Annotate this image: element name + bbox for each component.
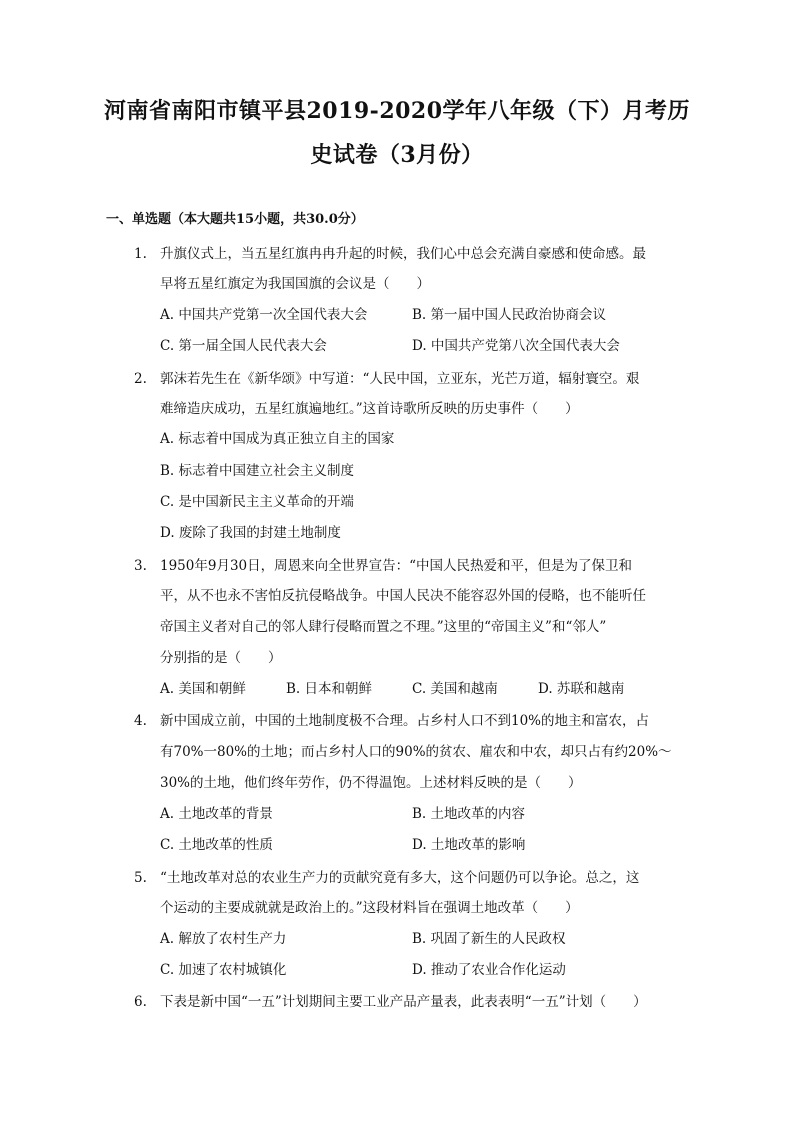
question-3-option-c: C. 美国和越南 (412, 681, 498, 697)
question-2-option-b: B. 标志着中国建立社会主义制度 (160, 463, 355, 479)
question-2-option-d: D. 废除了我国的封建土地制度 (160, 525, 341, 541)
question-5-option-d: D. 推动了农业合作化运动 (412, 962, 566, 978)
question-5-text-line: “土地改革对总的农业生产力的贡献究竟有多大，这个问题仍可以争论。总之，这 (160, 870, 640, 886)
question-6-number: 6. (134, 994, 147, 1010)
question-3-text-line: 平，从不也永不害怕反抗侵略战争。中国人民决不能容忍外国的侵略，也不能听任 (160, 588, 646, 604)
question-1-option-a: A. 中国共产党第一次全国代表大会 (160, 307, 368, 323)
question-1-option-c: C. 第一届全国人民代表大会 (160, 338, 327, 354)
question-1-option-d: D. 中国共产党第八次全国代表大会 (412, 338, 620, 354)
document-title-line-2: 史试卷（3月份） (310, 142, 484, 168)
question-4-text-line: 有70%一80%的土地；而占乡村人口的90%的贫农、雇农和中农，却只占有约20%～ (160, 744, 672, 760)
question-3-option-a: A. 美国和朝鲜 (160, 681, 246, 697)
question-2-text-line: 难缔造庆成功，五星红旗遍地红。”这首诗歌所反映的历史事件（ ） (160, 401, 579, 417)
question-3-text-line: 帝国主义者对自己的邻人肆行侵略而置之不理。”这里的“帝国主义”和“邻人” (160, 619, 607, 635)
question-4-option-d: D. 土地改革的影响 (412, 837, 526, 853)
question-5-option-a: A. 解放了农村生产力 (160, 931, 287, 947)
question-5-option-b: B. 巩固了新生的人民政权 (412, 931, 566, 947)
question-2-option-c: C. 是中国新民主主义革命的开端 (160, 494, 354, 510)
question-3-text-line: 分别指的是（ ） (160, 650, 282, 666)
question-5-option-c: C. 加速了农村城镇化 (160, 962, 287, 978)
question-4-number: 4. (134, 713, 147, 729)
section-heading: 一、单选题（本大题共15小题，共30.0分） (106, 212, 364, 227)
question-1-option-b: B. 第一届中国人民政治协商会议 (412, 307, 607, 323)
question-1-text-line: 早将五星红旗定为我国国旗的会议是（ ） (160, 276, 430, 292)
question-3-number: 3. (134, 558, 147, 574)
question-3-text-line: 1950年9月30日，周恩来向全世界宣告：“中国人民热爱和平，但是为了保卫和 (160, 558, 633, 574)
question-2-number: 2. (134, 371, 147, 387)
question-4-text-line: 新中国成立前，中国的土地制度极不合理。占乡村人口不到10%的地主和富农，占 (160, 713, 650, 729)
question-4-option-c: C. 土地改革的性质 (160, 837, 273, 853)
question-3-option-d: D. 苏联和越南 (538, 681, 625, 697)
question-4-option-a: A. 土地改革的背景 (160, 806, 273, 822)
question-4-option-b: B. 土地改革的内容 (412, 806, 526, 822)
question-5-text-line: 个运动的主要成就就是政治上的。”这段材料旨在强调土地改革（ ） (160, 900, 579, 916)
document-title-line-1: 河南省南阳市镇平县2019-2020学年八年级（下）月考历 (103, 98, 691, 124)
question-2-option-a: A. 标志着中国成为真正独立自主的国家 (160, 431, 395, 447)
question-1-text-line: 升旗仪式上，当五星红旗冉冉升起的时候，我们心中总会充满自豪感和使命感。最 (160, 246, 646, 262)
question-5-number: 5. (134, 870, 147, 886)
question-2-text-line: 郭沫若先生在《新华颂》中写道：“人民中国，立亚东，光芒万道，辐射寰空。艰 (160, 371, 640, 387)
question-6-text-line: 下表是新中国“一五”计划期间主要工业产品产量表，此表表明“一五”计划（ ） (160, 994, 647, 1010)
question-4-text-line: 30%的土地，他们终年劳作，仍不得温饱。上述材料反映的是（ ） (160, 775, 582, 791)
question-1-number: 1. (134, 246, 147, 262)
question-3-option-b: B. 日本和朝鲜 (286, 681, 373, 697)
